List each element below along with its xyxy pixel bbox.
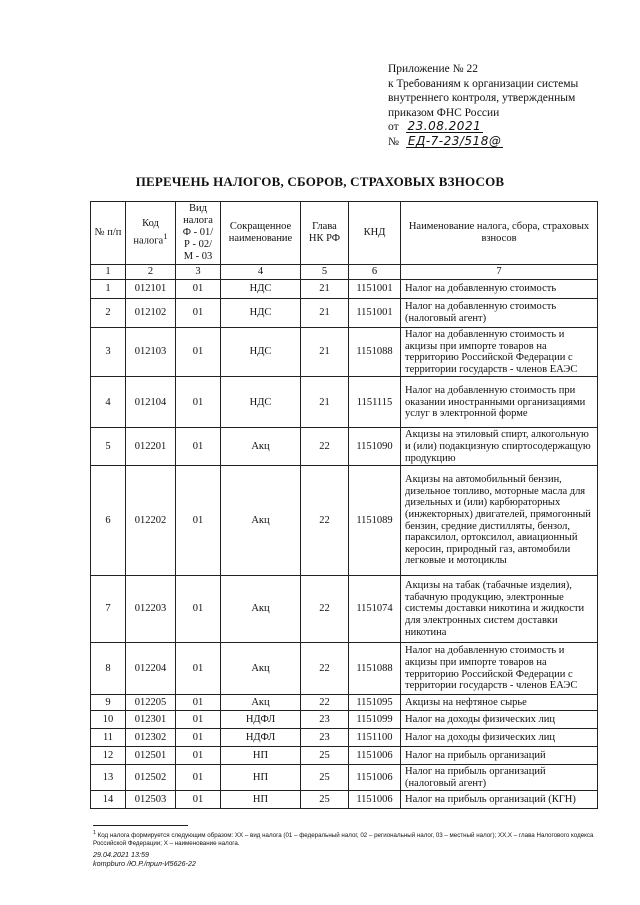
tax-name: Налог на доходы физических лиц bbox=[401, 729, 598, 747]
short-name: НДС bbox=[221, 280, 301, 299]
row-number: 14 bbox=[91, 791, 126, 809]
tax-name: Акцизы на нефтяное сырье bbox=[401, 695, 598, 711]
row-number: 3 bbox=[91, 328, 126, 377]
short-name: НДС bbox=[221, 328, 301, 377]
tax-type: 01 bbox=[176, 428, 221, 466]
col-number: 1 bbox=[91, 265, 126, 280]
date-prefix: от bbox=[388, 121, 399, 133]
tax-type: 01 bbox=[176, 576, 221, 643]
tax-name: Акцизы на автомобильный бензин, дизельное топливо, моторные масла для дизельных и (или) карбюраторных (инжекторных) двигателей, прямогонный бензин, средние дистилляты, бензол, параксилол, ортоксилол, авиационный керосин, природный газ, автомобили легковые и мотоциклы bbox=[401, 466, 598, 576]
table-row bbox=[91, 791, 598, 809]
tax-code: 012103 bbox=[126, 328, 176, 377]
print-stamp bbox=[93, 850, 196, 868]
order-number-line bbox=[388, 135, 628, 150]
table-row bbox=[91, 765, 598, 791]
stamp-path: kompburo /Ю.Р./прил-И5626-22 bbox=[93, 859, 196, 868]
tax-type: 01 bbox=[176, 299, 221, 328]
table-row bbox=[91, 299, 598, 328]
chapter: 22 bbox=[301, 643, 349, 695]
short-name: НДФЛ bbox=[221, 711, 301, 729]
short-name: Акц bbox=[221, 466, 301, 576]
row-number: 9 bbox=[91, 695, 126, 711]
chapter: 22 bbox=[301, 695, 349, 711]
tax-name: Налог на добавленную стоимость bbox=[401, 280, 598, 299]
short-name: НП bbox=[221, 747, 301, 765]
row-number: 4 bbox=[91, 377, 126, 428]
appendix-ref-line-3: приказом ФНС России bbox=[388, 106, 500, 119]
header-type: Вид налога Ф - 01/ Р - 02/ М - 03 bbox=[176, 202, 221, 265]
table-row bbox=[91, 328, 598, 377]
knd-code: 1151001 bbox=[349, 299, 401, 328]
tax-name: Акцизы на табак (табачные изделия), табачную продукцию, электронные системы доставки никотина и жидкости для электронных систем доставки никотина bbox=[401, 576, 598, 643]
row-number: 10 bbox=[91, 711, 126, 729]
knd-code: 1151006 bbox=[349, 747, 401, 765]
tax-code: 012203 bbox=[126, 576, 176, 643]
table-row bbox=[91, 576, 598, 643]
short-name: Акц bbox=[221, 643, 301, 695]
short-name: НП bbox=[221, 791, 301, 809]
tax-type: 01 bbox=[176, 791, 221, 809]
tax-type: 01 bbox=[176, 747, 221, 765]
row-number: 2 bbox=[91, 299, 126, 328]
table-row bbox=[91, 428, 598, 466]
tax-name: Налог на прибыль организаций (налоговый агент) bbox=[401, 765, 598, 791]
tax-type: 01 bbox=[176, 695, 221, 711]
appendix-number: Приложение № 22 bbox=[388, 63, 478, 75]
short-name: Акц bbox=[221, 695, 301, 711]
col-number: 4 bbox=[221, 265, 301, 280]
header-code bbox=[126, 202, 176, 265]
tax-type: 01 bbox=[176, 729, 221, 747]
appendix-ref-line-1: к Требованиям к организации системы bbox=[388, 77, 579, 90]
tax-name: Налог на добавленную стоимость и акцизы при импорте товаров на территорию Российской Федерации с территории государств - членов ЕАЭС bbox=[401, 643, 598, 695]
table-row bbox=[91, 466, 598, 576]
table-row bbox=[91, 711, 598, 729]
short-name: НДС bbox=[221, 299, 301, 328]
short-name: НП bbox=[221, 765, 301, 791]
appendix-ref-line-2: внутреннего контроля, утвержденным bbox=[388, 92, 576, 104]
knd-code: 1151100 bbox=[349, 729, 401, 747]
tax-name: Налог на прибыль организаций bbox=[401, 747, 598, 765]
footnote-divider bbox=[93, 825, 188, 826]
tax-code: 012501 bbox=[126, 747, 176, 765]
short-name: Акц bbox=[221, 428, 301, 466]
knd-code: 1151006 bbox=[349, 791, 401, 809]
table-row bbox=[91, 729, 598, 747]
table-row bbox=[91, 377, 598, 428]
tax-code: 012201 bbox=[126, 428, 176, 466]
table-row bbox=[91, 747, 598, 765]
number-prefix: № bbox=[388, 135, 399, 148]
header-short-name: Сокращенное наименование bbox=[221, 202, 301, 265]
tax-code: 012302 bbox=[126, 729, 176, 747]
col-number: 5 bbox=[301, 265, 349, 280]
tax-type: 01 bbox=[176, 643, 221, 695]
chapter: 25 bbox=[301, 791, 349, 809]
tax-list-table bbox=[90, 201, 598, 809]
tax-name: Налог на доходы физических лиц bbox=[401, 711, 598, 729]
col-number: 7 bbox=[401, 265, 598, 280]
table-row bbox=[91, 643, 598, 695]
chapter: 21 bbox=[301, 299, 349, 328]
footnote-text: Код налога формируется следующим образом: ХХ – вид налога (01 – федеральный налог, 02 – региональный налог, 03 – местный налог); ХХ.Х – глава Налогового кодекса Российской Федерации; Х – наименование налога. bbox=[93, 832, 594, 848]
knd-code: 1151115 bbox=[349, 377, 401, 428]
chapter: 22 bbox=[301, 466, 349, 576]
appendix-header bbox=[388, 62, 628, 149]
col-number: 6 bbox=[349, 265, 401, 280]
table-row bbox=[91, 280, 598, 299]
chapter: 23 bbox=[301, 711, 349, 729]
document-title: ПЕРЕЧЕНЬ НАЛОГОВ, СБОРОВ, СТРАХОВЫХ ВЗНОСОВ bbox=[135, 174, 505, 189]
tax-type: 01 bbox=[176, 280, 221, 299]
table-header-row bbox=[91, 202, 598, 265]
col-number: 3 bbox=[176, 265, 221, 280]
tax-code: 012202 bbox=[126, 466, 176, 576]
row-number: 5 bbox=[91, 428, 126, 466]
knd-code: 1151095 bbox=[349, 695, 401, 711]
row-number: 12 bbox=[91, 747, 126, 765]
short-name: НДС bbox=[221, 377, 301, 428]
tax-code: 012102 bbox=[126, 299, 176, 328]
col-number: 2 bbox=[126, 265, 176, 280]
tax-code: 012205 bbox=[126, 695, 176, 711]
chapter: 25 bbox=[301, 765, 349, 791]
header-code-label: Код налога bbox=[133, 218, 164, 247]
chapter: 21 bbox=[301, 280, 349, 299]
tax-type: 01 bbox=[176, 377, 221, 428]
tax-name: Налог на добавленную стоимость при оказании иностранными организациями услуг в электронной форме bbox=[401, 377, 598, 428]
header-knd: КНД bbox=[349, 202, 401, 265]
tax-type: 01 bbox=[176, 711, 221, 729]
chapter: 21 bbox=[301, 377, 349, 428]
tax-code: 012503 bbox=[126, 791, 176, 809]
order-date-line bbox=[388, 120, 628, 135]
chapter: 22 bbox=[301, 428, 349, 466]
header-full-name: Наименование налога, сбора, страховых взносов bbox=[401, 202, 598, 265]
tax-code: 012101 bbox=[126, 280, 176, 299]
header-num: № п/п bbox=[91, 202, 126, 265]
tax-name: Налог на добавленную стоимость и акцизы при импорте товаров на территорию Российской Федерации с территории государств - членов ЕАЭС bbox=[401, 328, 598, 377]
knd-code: 1151074 bbox=[349, 576, 401, 643]
chapter: 22 bbox=[301, 576, 349, 643]
tax-name: Налог на добавленную стоимость (налоговый агент) bbox=[401, 299, 598, 328]
tax-name: Налог на прибыль организаций (КГН) bbox=[401, 791, 598, 809]
chapter: 21 bbox=[301, 328, 349, 377]
table-row bbox=[91, 695, 598, 711]
row-number: 7 bbox=[91, 576, 126, 643]
knd-code: 1151006 bbox=[349, 765, 401, 791]
short-name: НДФЛ bbox=[221, 729, 301, 747]
row-number: 1 bbox=[91, 280, 126, 299]
tax-code: 012204 bbox=[126, 643, 176, 695]
header-chapter: Глава НК РФ bbox=[301, 202, 349, 265]
knd-code: 1151090 bbox=[349, 428, 401, 466]
knd-code: 1151088 bbox=[349, 328, 401, 377]
tax-type: 01 bbox=[176, 328, 221, 377]
tax-code: 012104 bbox=[126, 377, 176, 428]
tax-code: 012301 bbox=[126, 711, 176, 729]
tax-name: Акцизы на этиловый спирт, алкогольную и (или) подакцизную спиртосодержащую продукцию bbox=[401, 428, 598, 466]
row-number: 11 bbox=[91, 729, 126, 747]
handwritten-number: ЕД-7-23/518@ bbox=[407, 133, 502, 148]
tax-type: 01 bbox=[176, 765, 221, 791]
short-name: Акц bbox=[221, 576, 301, 643]
chapter: 23 bbox=[301, 729, 349, 747]
footnote bbox=[93, 829, 613, 848]
handwritten-date: 23.08.2021 bbox=[407, 119, 482, 133]
knd-code: 1151088 bbox=[349, 643, 401, 695]
footnote-mark: 1 bbox=[93, 830, 96, 836]
row-number: 8 bbox=[91, 643, 126, 695]
knd-code: 1151089 bbox=[349, 466, 401, 576]
chapter: 25 bbox=[301, 747, 349, 765]
knd-code: 1151001 bbox=[349, 280, 401, 299]
tax-code: 012502 bbox=[126, 765, 176, 791]
knd-code: 1151099 bbox=[349, 711, 401, 729]
row-number: 13 bbox=[91, 765, 126, 791]
stamp-datetime: 29.04.2021 13:59 bbox=[93, 850, 149, 859]
row-number: 6 bbox=[91, 466, 126, 576]
footnote-ref: 1 bbox=[163, 231, 168, 242]
tax-type: 01 bbox=[176, 466, 221, 576]
column-number-row bbox=[91, 265, 598, 280]
